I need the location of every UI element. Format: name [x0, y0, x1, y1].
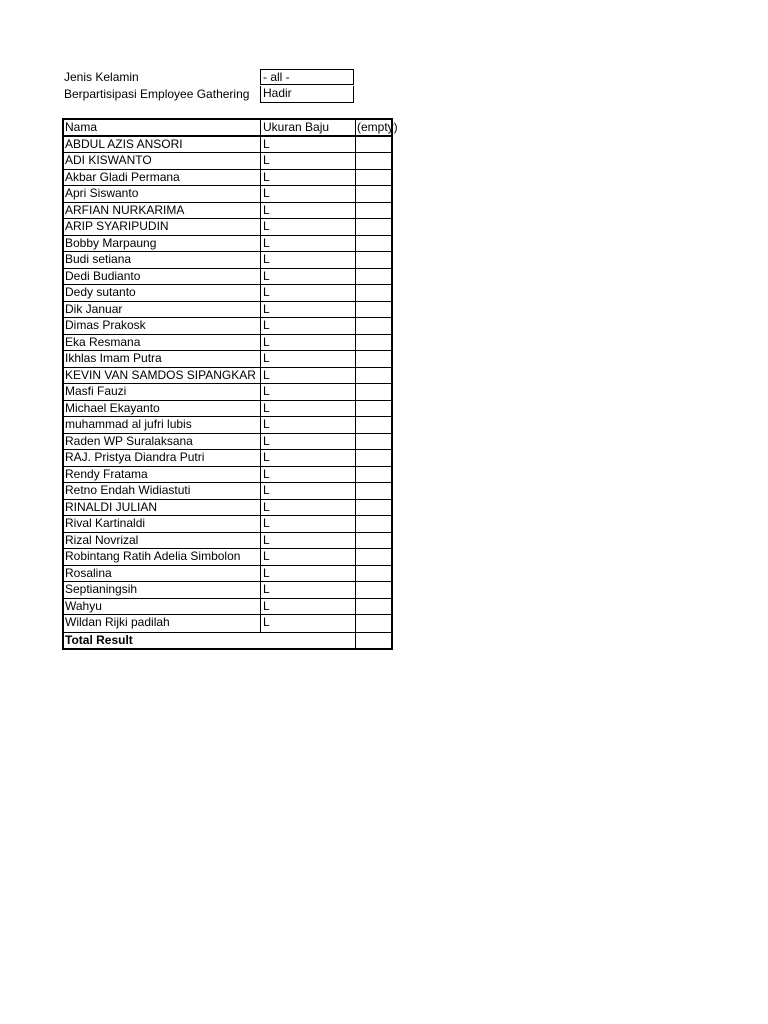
filter-label-employee-gathering: Berpartisipasi Employee Gathering — [64, 87, 250, 101]
name-cell: Apri Siswanto — [64, 186, 261, 202]
size-cell: L — [261, 170, 356, 186]
size-cell: L — [261, 137, 356, 153]
name-cell: Dedy sutanto — [64, 285, 261, 301]
empty-cell — [356, 318, 391, 334]
empty-cell — [356, 401, 391, 417]
table-row — [64, 516, 391, 533]
table-row — [64, 186, 391, 203]
pivot-table — [62, 118, 398, 650]
size-cell: L — [261, 417, 356, 433]
size-cell: L — [261, 582, 356, 598]
table-row — [64, 417, 391, 434]
name-cell: Dik Januar — [64, 302, 261, 318]
column-header-nama[interactable]: Nama — [64, 120, 261, 135]
empty-cell — [356, 170, 391, 186]
size-cell: L — [261, 351, 356, 367]
table-row — [64, 483, 391, 500]
table-row — [64, 533, 391, 550]
size-cell: L — [261, 302, 356, 318]
size-cell: L — [261, 368, 356, 384]
size-cell: L — [261, 269, 356, 285]
empty-cell — [356, 384, 391, 400]
empty-cell — [356, 236, 391, 252]
size-cell: L — [261, 219, 356, 235]
empty-cell — [356, 219, 391, 235]
name-cell: Akbar Gladi Permana — [64, 170, 261, 186]
filter-dropdown-employee-gathering[interactable]: Hadir — [260, 86, 354, 103]
empty-cell — [356, 252, 391, 268]
table-row — [64, 335, 391, 352]
table-row — [64, 269, 391, 286]
column-header-empty[interactable]: (empty) — [357, 120, 398, 134]
name-cell: Rizal Novrizal — [64, 533, 261, 549]
size-cell: L — [261, 516, 356, 532]
empty-cell — [356, 302, 391, 318]
empty-cell — [356, 483, 391, 499]
name-cell: Ikhlas Imam Putra — [64, 351, 261, 367]
size-cell: L — [261, 186, 356, 202]
table-row — [64, 500, 391, 517]
table-row — [64, 203, 391, 220]
empty-cell — [356, 450, 391, 466]
size-cell: L — [261, 153, 356, 169]
table-row — [64, 566, 391, 583]
name-cell: Wahyu — [64, 599, 261, 615]
size-cell: L — [261, 285, 356, 301]
size-cell: L — [261, 401, 356, 417]
size-cell: L — [261, 203, 356, 219]
filter-label-jenis-kelamin: Jenis Kelamin — [64, 70, 139, 84]
table-row — [64, 599, 391, 616]
empty-cell — [356, 351, 391, 367]
size-cell: L — [261, 384, 356, 400]
table-row — [64, 384, 391, 401]
name-cell: ABDUL AZIS ANSORI — [64, 137, 261, 153]
name-cell: Robintang Ratih Adelia Simbolon — [64, 549, 261, 565]
size-cell: L — [261, 252, 356, 268]
name-cell: Bobby Marpaung — [64, 236, 261, 252]
total-empty-cell — [356, 633, 391, 649]
name-cell: Rendy Fratama — [64, 467, 261, 483]
empty-cell — [356, 599, 391, 615]
table-row — [64, 252, 391, 269]
table-row — [64, 368, 391, 385]
column-header-ukuran-baju[interactable]: Ukuran Baju — [261, 120, 356, 135]
name-cell: Dimas Prakosk — [64, 318, 261, 334]
name-cell: Wildan Rijki padilah — [64, 615, 261, 632]
name-cell: Budi setiana — [64, 252, 261, 268]
name-cell: Retno Endah Widiastuti — [64, 483, 261, 499]
empty-cell — [356, 203, 391, 219]
name-cell: Dedi Budianto — [64, 269, 261, 285]
table-row — [64, 170, 391, 187]
size-cell: L — [261, 533, 356, 549]
table-row — [64, 137, 391, 154]
name-cell: muhammad al jufri lubis — [64, 417, 261, 433]
table-row — [64, 450, 391, 467]
table-row — [64, 615, 391, 632]
empty-cell — [356, 269, 391, 285]
size-cell: L — [261, 500, 356, 516]
empty-cell — [356, 434, 391, 450]
size-cell: L — [261, 566, 356, 582]
empty-cell — [356, 137, 391, 153]
name-cell: Michael Ekayanto — [64, 401, 261, 417]
name-cell: ARIP SYARIPUDIN — [64, 219, 261, 235]
empty-cell — [356, 516, 391, 532]
table-row — [64, 236, 391, 253]
name-cell: ARFIAN NURKARIMA — [64, 203, 261, 219]
empty-cell — [356, 615, 391, 632]
empty-cell — [356, 467, 391, 483]
size-cell: L — [261, 318, 356, 334]
total-row — [64, 632, 391, 649]
name-cell: RINALDI JULIAN — [64, 500, 261, 516]
empty-cell — [356, 153, 391, 169]
name-cell: RAJ. Pristya Diandra Putri — [64, 450, 261, 466]
size-cell: L — [261, 236, 356, 252]
table-row — [64, 302, 391, 319]
table-body — [64, 137, 391, 632]
empty-cell — [356, 549, 391, 565]
name-cell: Eka Resmana — [64, 335, 261, 351]
size-cell: L — [261, 335, 356, 351]
table-row — [64, 401, 391, 418]
empty-cell — [356, 186, 391, 202]
name-cell: Rosalina — [64, 566, 261, 582]
empty-cell — [356, 566, 391, 582]
size-cell: L — [261, 467, 356, 483]
size-cell: L — [261, 483, 356, 499]
name-cell: Masfi Fauzi — [64, 384, 261, 400]
table-row — [64, 351, 391, 368]
size-cell: L — [261, 615, 356, 632]
name-cell: Raden WP Suralaksana — [64, 434, 261, 450]
table-row — [64, 434, 391, 451]
size-cell: L — [261, 549, 356, 565]
empty-cell — [356, 533, 391, 549]
empty-cell — [356, 417, 391, 433]
size-cell: L — [261, 434, 356, 450]
table-row — [64, 467, 391, 484]
filter-dropdown-jenis-kelamin[interactable]: - all - — [260, 69, 354, 85]
table-row — [64, 318, 391, 335]
table-row — [64, 219, 391, 236]
size-cell: L — [261, 450, 356, 466]
name-cell: Septianingsih — [64, 582, 261, 598]
table-row — [64, 582, 391, 599]
name-cell: KEVIN VAN SAMDOS SIPANGKAR — [64, 368, 261, 384]
empty-cell — [356, 285, 391, 301]
table-row — [64, 153, 391, 170]
empty-cell — [356, 582, 391, 598]
empty-cell — [356, 500, 391, 516]
table-header-row — [64, 120, 398, 137]
name-cell: Rival Kartinaldi — [64, 516, 261, 532]
name-cell: ADI KISWANTO — [64, 153, 261, 169]
empty-cell — [356, 368, 391, 384]
total-label: Total Result — [64, 633, 356, 649]
size-cell: L — [261, 599, 356, 615]
empty-cell — [356, 335, 391, 351]
table-row — [64, 285, 391, 302]
table-row — [64, 549, 391, 566]
